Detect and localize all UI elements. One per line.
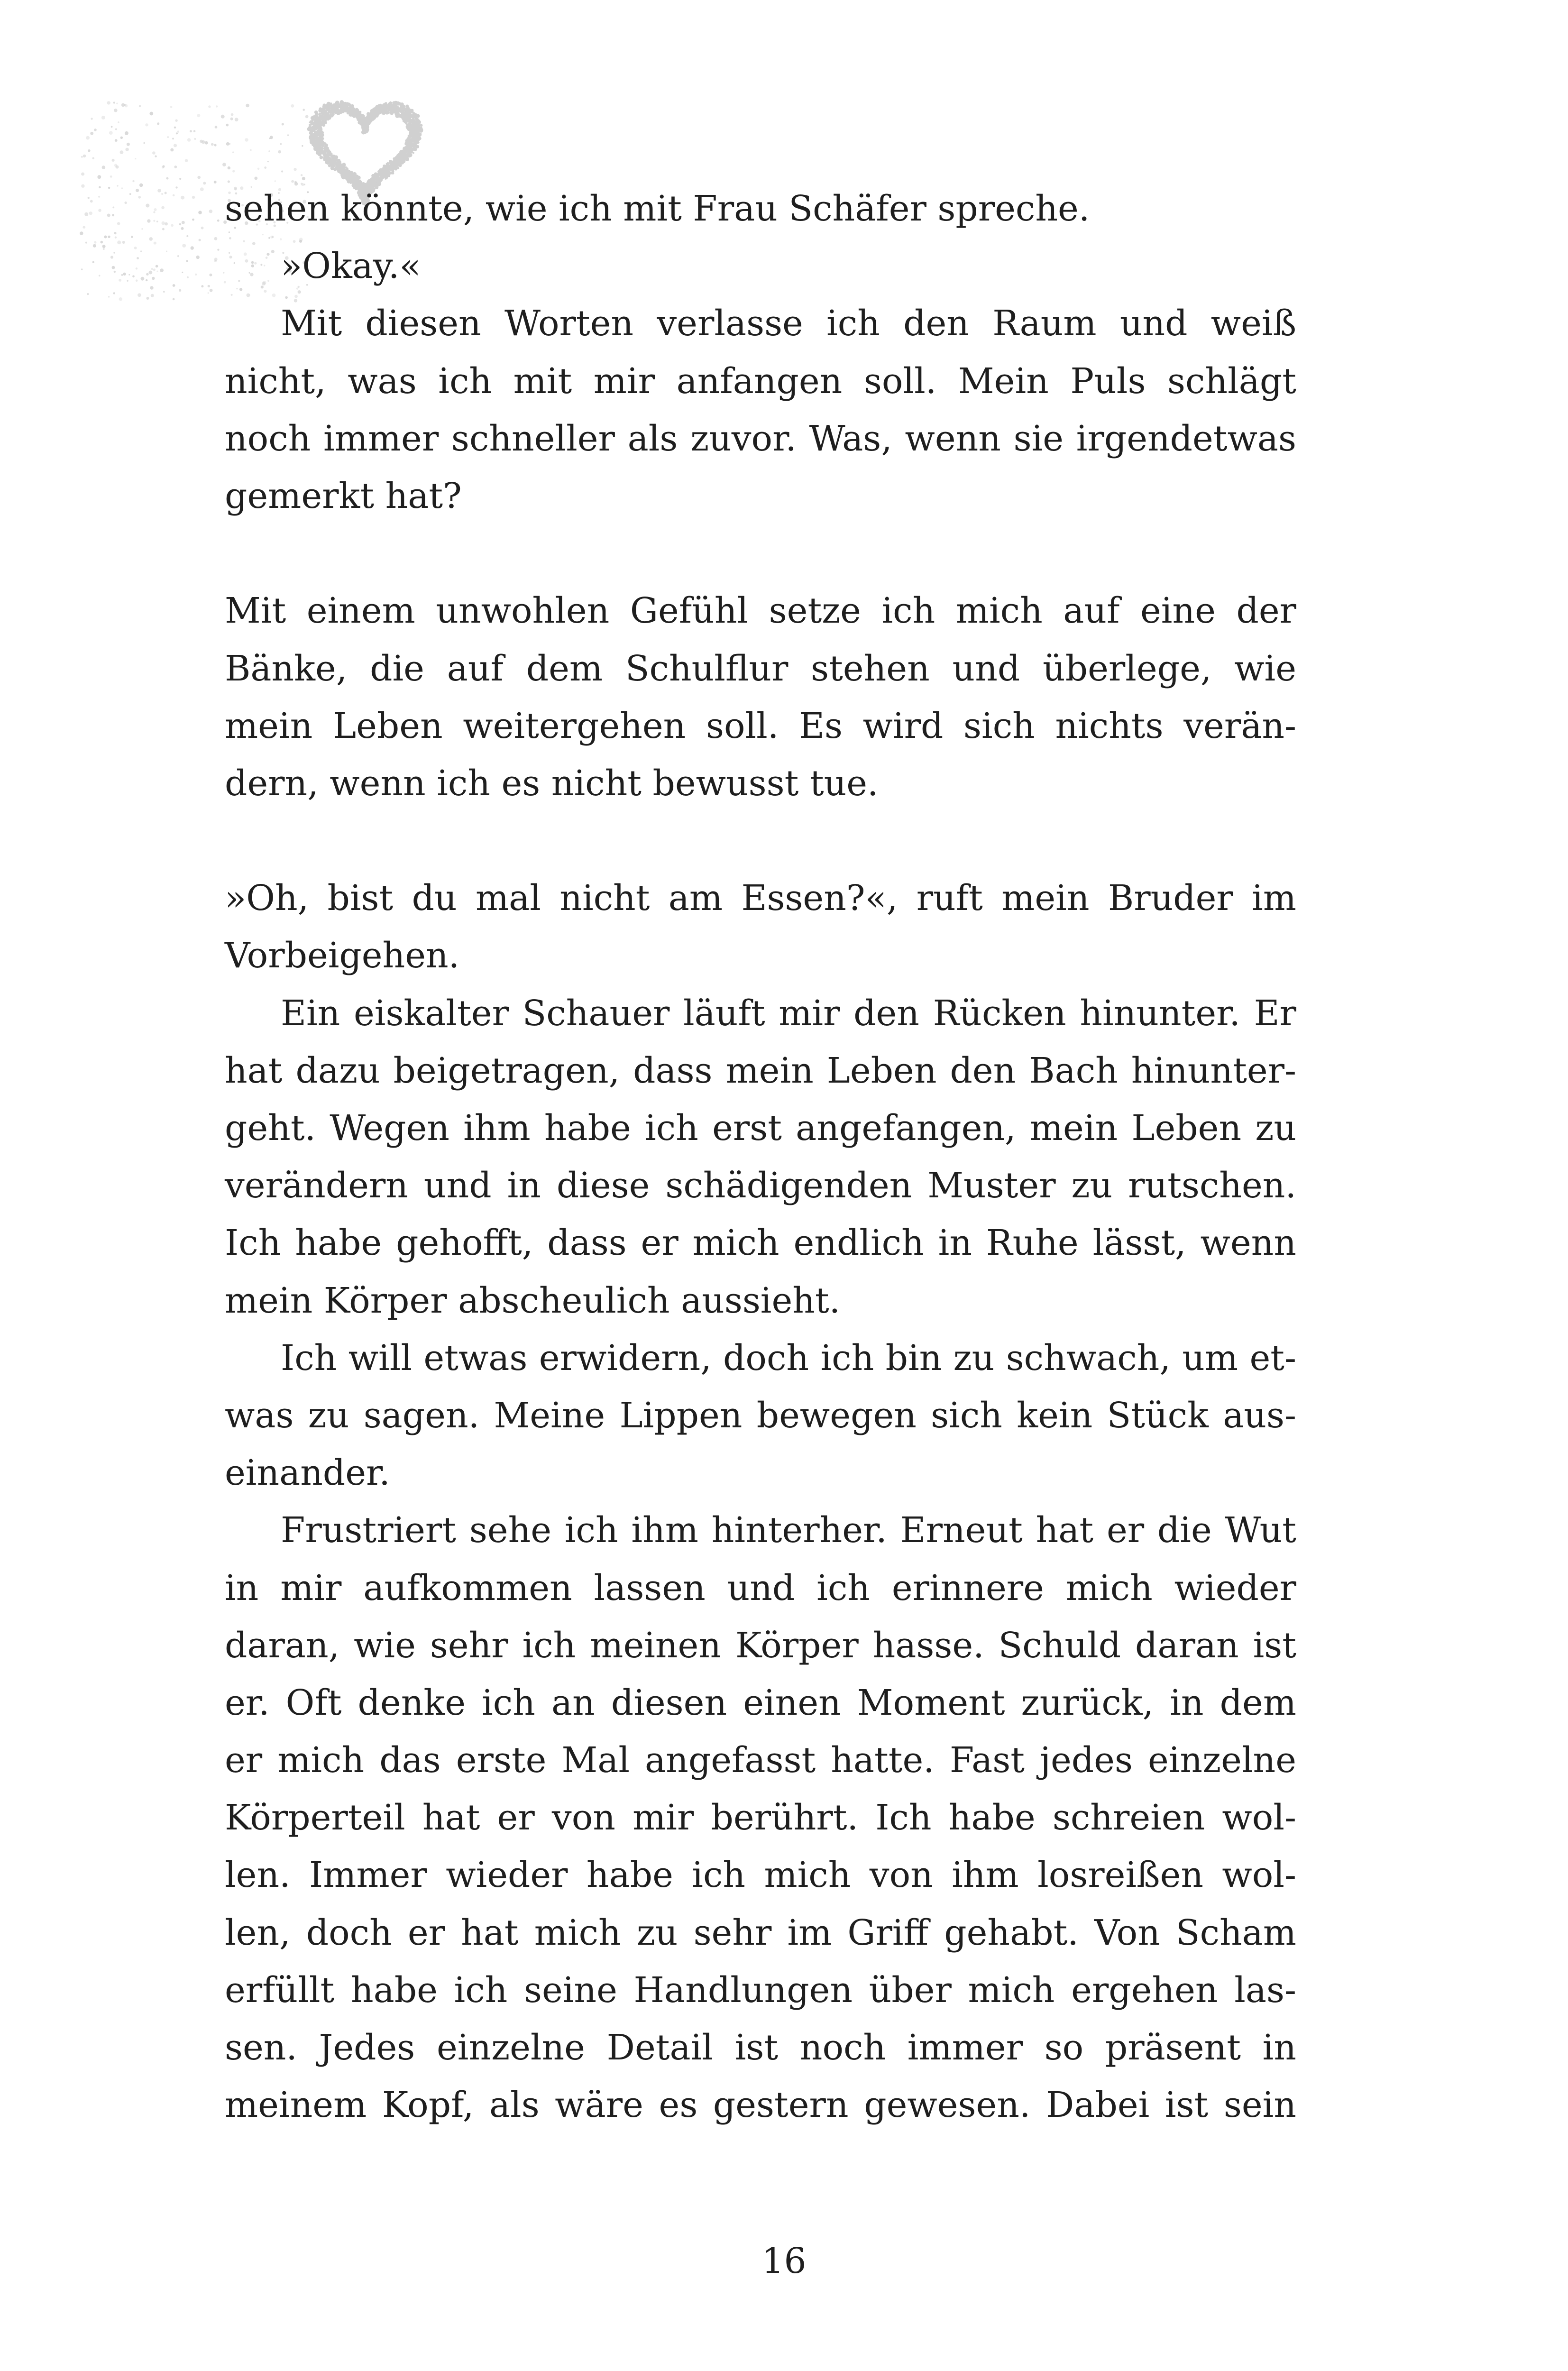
text-line: Frustriert sehe ich ihm hinterher. Erneut hat er die Wut [281,1510,1296,1551]
text-line: Körperteil hat er von mir berührt. Ich habe schreien wol- [225,1797,1296,1838]
text-line: len, doch er hat mich zu sehr im Griff gehabt. Von Scham [225,1912,1296,1953]
text-line: sen. Jedes einzelne Detail ist noch immer so präsent in [225,2027,1296,2068]
text-line: er. Oft denke ich an diesen einen Moment zurück, in dem [225,1682,1296,1723]
text-line: nicht, was ich mit mir anfangen soll. Mein Puls schlägt [225,360,1296,402]
text-line: verändern und in diese schädigenden Muster zu rutschen. [225,1165,1296,1206]
text-line: mein Körper abscheulich aussieht. [225,1280,841,1321]
text-line: sehen könnte, wie ich mit Frau Schäfer spreche. [225,188,1090,229]
section-break [225,812,1296,870]
text-line: was zu sagen. Meine Lippen bewegen sich kein Stück aus- [225,1395,1296,1436]
section-break [225,525,1296,582]
text-line: Mit diesen Worten verlasse ich den Raum und weiß [281,303,1296,344]
text-line: hat dazu beigetragen, dass mein Leben den Bach hinunter- [225,1050,1296,1091]
text-line: meinem Kopf, als wäre es gestern gewesen. Dabei ist sein [225,2085,1296,2126]
text-line: erfüllt habe ich seine Handlungen über mich ergehen las- [225,1969,1296,2011]
page-number: 16 [761,2241,807,2281]
text-line: Vorbeigehen. [225,935,460,976]
text-line: gemerkt hat? [225,475,462,516]
text-line: einander. [225,1452,390,1494]
text-line: »Oh, bist du mal nicht am Essen?«, ruft mein Bruder im [225,878,1296,919]
text-line: Ich habe gehofft, dass er mich endlich in Ruhe lässt, wenn [225,1222,1296,1264]
body-text [225,180,1296,2134]
text-line: Ein eiskalter Schauer läuft mir den Rücken hinunter. Er [281,993,1296,1034]
text-line: noch immer schneller als zuvor. Was, wenn sie irgendetwas [225,418,1296,459]
text-line: er mich das erste Mal angefasst hatte. Fast jedes einzelne [225,1740,1296,1781]
text-line: mein Leben weitergehen soll. Es wird sich nichts verän- [225,705,1296,746]
text-line: Bänke, die auf dem Schulflur stehen und überlege, wie [225,648,1296,689]
text-line: in mir aufkommen lassen und ich erinnere mich wieder [225,1567,1296,1608]
text-line: len. Immer wieder habe ich mich von ihm losreißen wol- [225,1855,1296,1896]
text-line: geht. Wegen ihm habe ich erst angefangen, mein Leben zu [225,1108,1296,1149]
text-line: Ich will etwas erwidern, doch ich bin zu schwach, um et- [281,1337,1296,1378]
text-line: daran, wie sehr ich meinen Körper hasse. Schuld daran ist [225,1625,1296,1666]
text-line: dern, wenn ich es nicht bewusst tue. [225,763,879,804]
text-line: Mit einem unwohlen Gefühl setze ich mich auf eine der [225,590,1296,632]
text-line: »Okay.« [281,246,421,287]
